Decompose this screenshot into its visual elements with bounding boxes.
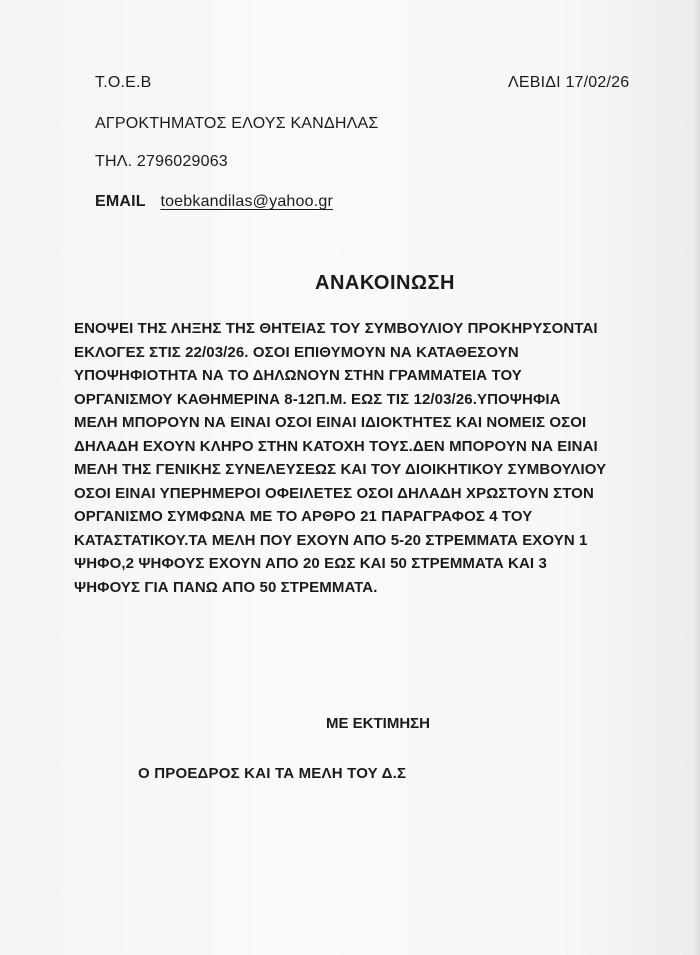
location-date: ΛΕΒΙΔΙ 17/02/26 <box>508 74 630 91</box>
body-line: ΟΣΟΙ ΕΙΝΑΙ ΥΠΕΡΗΜΕΡΟΙ ΟΦΕΙΛΕΤΕΣ ΟΣΟΙ ΔΗΛΑΔΗ ΧΡΩΣΤΟΥΝ ΣΤΟΝ <box>74 484 594 502</box>
phone-number: ΤΗΛ. 2796029063 <box>95 153 228 170</box>
body-line: ΜΕΛΗ ΤΗΣ ΓΕΝΙΚΗΣ ΣΥΝΕΛΕΥΣΕΩΣ ΚΑΙ ΤΟΥ ΔΙΟΙΚΗΤΙΚΟΥ ΣΥΜΒΟΥΛΙΟΥ <box>74 461 607 478</box>
email-link[interactable]: toebkandilas@yahoo.gr <box>160 193 333 210</box>
body-line: ΚΑΤΑΣΤΑΤΙΚΟΥ.ΤΑ ΜΕΛΗ ΠΟΥ ΕΧΟΥΝ ΑΠΟ 5-20 ΣΤΡΕΜΜΑΤΑ ΕΧΟΥΝ 1 <box>74 531 588 549</box>
body-line: ΨΗΦΟ,2 ΨΗΦΟΥΣ ΕΧΟΥΝ ΑΠΟ 20 ΕΩΣ ΚΑΙ 50 ΣΤΡΕΜΜΑΤΑ ΚΑΙ 3 <box>74 555 547 572</box>
announcement-title: ΑΝΑΚΟΙΝΩΣΗ <box>315 272 455 294</box>
body-line: ΟΡΓΑΝΙΣΜΟΥ ΚΑΘΗΜΕΡΙΝΑ 8-12Π.Μ. ΕΩΣ ΤΙΣ 12/03/26.ΥΠΟΨΗΦΙΑ <box>74 390 561 408</box>
body-line: ΨΗΦΟΥΣ ΓΙΑ ΠΑΝΩ ΑΠΟ 50 ΣΤΡΕΜΜΑΤΑ. <box>74 578 378 596</box>
body-line: ΟΡΓΑΝΙΣΜΟ ΣΥΜΦΩΝΑ ΜΕ ΤΟ ΑΡΘΡΟ 21 ΠΑΡΑΓΡΑΦΟΣ 4 ΤΟΥ <box>74 508 533 525</box>
signature-line: Ο ΠΡΟΕΔΡΟΣ ΚΑΙ ΤΑ ΜΕΛΗ ΤΟΥ Δ.Σ <box>138 765 407 782</box>
email-label: EMAIL <box>95 193 146 210</box>
paper-edge-shadow <box>694 0 700 955</box>
body-line: ΥΠΟΨΗΦΙΟΤΗΤΑ ΝΑ ΤΟ ΔΗΛΩΝΟΥΝ ΣΤΗΝ ΓΡΑΜΜΑΤΕΙΑ ΤΟΥ <box>74 367 522 384</box>
announcement-body <box>74 317 694 599</box>
body-line: ΜΕΛΗ ΜΠΟΡΟΥΝ ΝΑ ΕΙΝΑΙ ΟΣΟΙ ΕΙΝΑΙ ΙΔΙΟΚΤΗΤΕΣ ΚΑΙ ΝΟΜΕΙΣ ΟΣΟΙ <box>74 414 587 431</box>
body-line: ΕΝΟΨΕΙ ΤΗΣ ΛΗΞΗΣ ΤΗΣ ΘΗΤΕΙΑΣ ΤΟΥ ΣΥΜΒΟΥΛΙΟΥ ΠΡΟΚΗΡΥΣΟΝΤΑΙ <box>74 320 598 337</box>
body-line: ΕΚΛΟΓΕΣ ΣΤΙΣ 22/03/26. ΟΣΟΙ ΕΠΙΘΥΜΟΥΝ ΝΑ ΚΑΤΑΘΕΣΟΥΝ <box>74 343 519 361</box>
body-line: ΔΗΛΑΔΗ ΕΧΟΥΝ ΚΛΗΡΟ ΣΤΗΝ ΚΑΤΟΧΗ ΤΟΥΣ.ΔΕΝ ΜΠΟΡΟΥΝ ΝΑ ΕΙΝΑΙ <box>74 437 598 455</box>
organization-name: Τ.Ο.Ε.Β <box>95 74 152 91</box>
closing-remark: ΜΕ ΕΚΤΙΜΗΣΗ <box>326 715 430 732</box>
estate-name: ΑΓΡΟΚΤΗΜΑΤΟΣ ΕΛΟΥΣ ΚΑΝΔΗΛΑΣ <box>95 115 379 132</box>
email-row <box>95 193 333 211</box>
